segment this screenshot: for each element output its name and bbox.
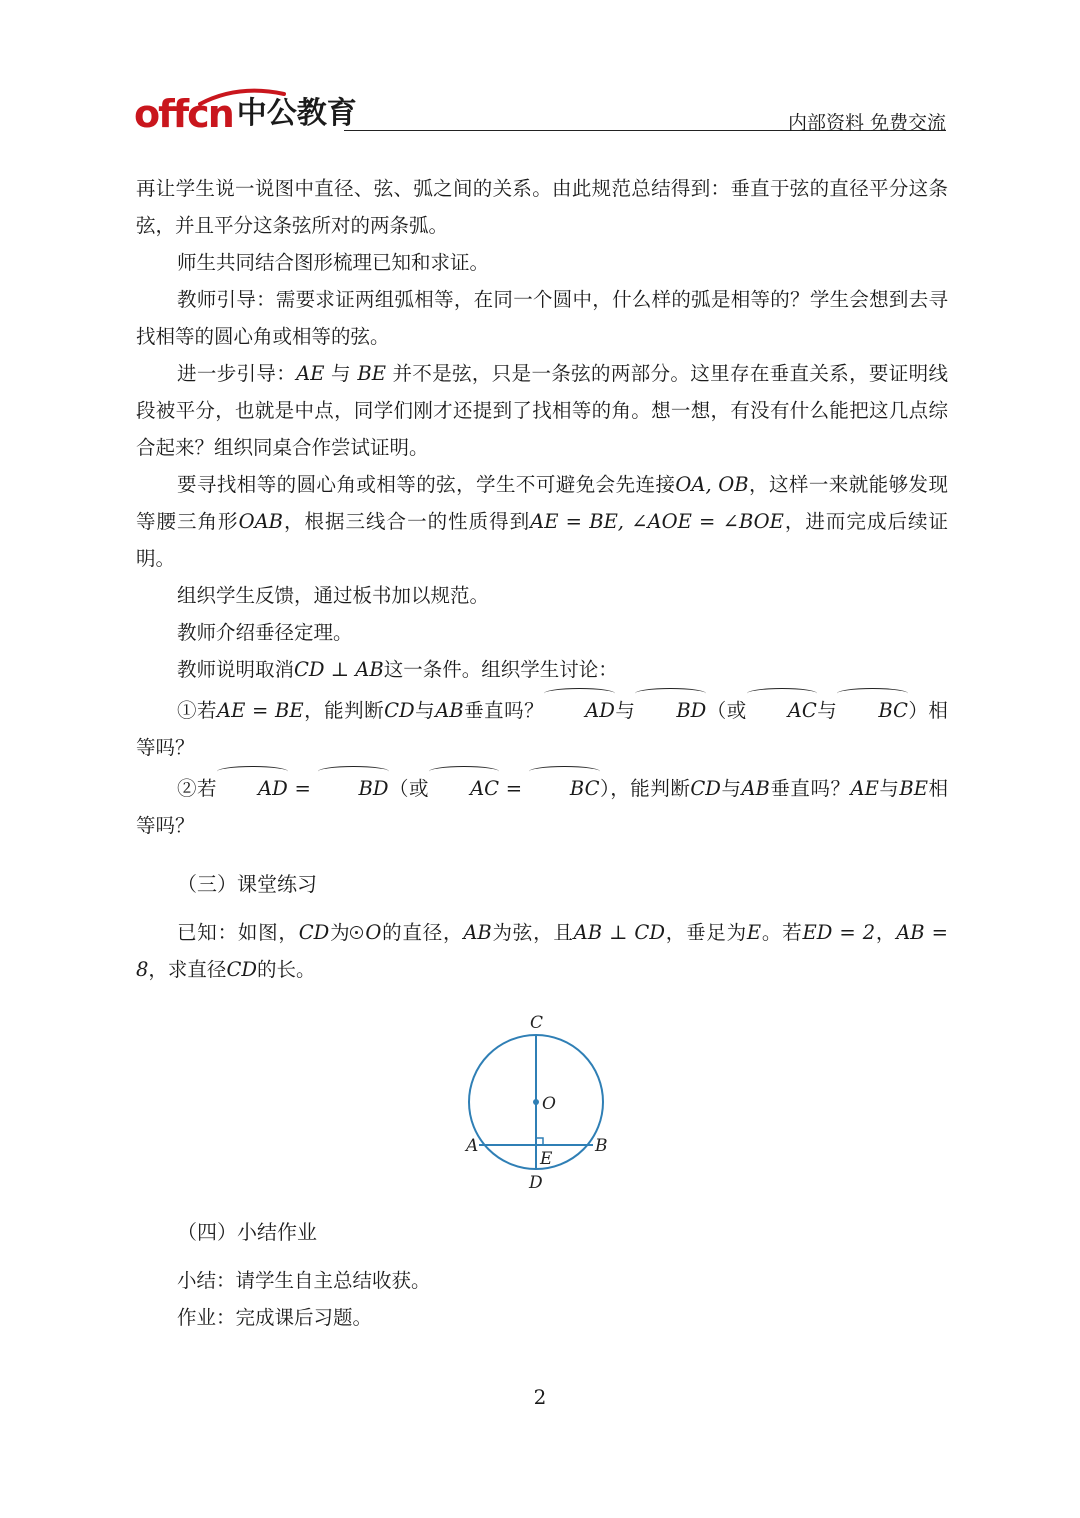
- math-run: E: [746, 921, 762, 944]
- text-run: ，: [875, 921, 897, 944]
- text-run: 已知：如图，: [177, 921, 299, 944]
- text-run: 教师说明取消: [177, 658, 295, 681]
- math-cd-perp-ab: CD ⊥ AB: [294, 658, 384, 681]
- exercise-text: [136, 914, 948, 988]
- text-run: 为: [329, 921, 351, 944]
- question-1: [136, 688, 948, 766]
- text-run: ，进而完成后续证明。: [136, 510, 948, 570]
- math-run: BE: [899, 777, 928, 800]
- text-run: 要寻找相等的圆心角或相等的弦，学生不可避免会先连接: [177, 473, 676, 496]
- arc-symbol: AD: [217, 766, 288, 807]
- paragraph: 师生共同结合图形梳理已知和求证。: [177, 251, 490, 274]
- arc-symbol: BC: [529, 766, 600, 807]
- text-run: 的长。: [257, 958, 316, 981]
- paragraph: 再让学生说一说图中直径、弦、弧之间的关系。由此规范总结得到：垂直于弦的直径平分这条弦，并且平分这条弦所对的两条弧。: [136, 177, 948, 237]
- math-run: AB ⊥ CD: [573, 921, 665, 944]
- logo-chinese-text: 中公教育: [236, 96, 357, 131]
- section-heading-3: （三）课堂练习: [177, 872, 317, 896]
- text-run: 垂直吗？: [463, 699, 545, 722]
- math-run: ED = 2: [802, 921, 876, 944]
- text-run: ，这样一来就能够发现等腰三角形: [136, 473, 948, 533]
- text-run: =: [499, 777, 529, 800]
- arc-symbol: BD: [318, 766, 389, 807]
- math-run: CD: [226, 958, 257, 981]
- header-tag: 内部资料 免费交流: [787, 112, 946, 134]
- summary-line: 小结：请学生自主总结收获。: [177, 1269, 431, 1292]
- text-run: （或: [388, 777, 430, 800]
- label-e: E: [540, 1149, 553, 1169]
- arc-symbol: BC: [837, 688, 908, 729]
- text-run: =: [287, 777, 318, 800]
- text-run: ①若: [177, 699, 217, 722]
- text-run: 与: [878, 777, 900, 800]
- text-run: （或: [706, 699, 747, 722]
- label-a: A: [466, 1136, 479, 1156]
- circle-diagram: [136, 1002, 948, 1192]
- text-run: ，垂足为: [664, 921, 747, 944]
- math-be: BE: [357, 362, 386, 385]
- text-run: 进一步引导：: [177, 362, 297, 385]
- text-run: 与: [720, 777, 742, 800]
- math-run: AB: [741, 777, 770, 800]
- text-run: ②若: [177, 777, 218, 800]
- paragraph: 教师引导：需要求证两组弧相等，在同一个圆中，什么样的弧是相等的？学生会想到去寻找相等的圆心角或相等的弦。: [136, 288, 948, 348]
- math-run: CD: [384, 699, 415, 722]
- arc-symbol: AC: [429, 766, 499, 807]
- text-run: 与: [324, 362, 358, 385]
- text-run: 垂直吗？: [769, 777, 851, 800]
- geometry-figure: [136, 1002, 948, 1192]
- text-run: 并不是弦，只是一条弦的两部分。这里存在垂直关系，要证明线段被平分，也就是中点，同学们刚才还提到了找相等的角。想一想，有没有什么能把这几点综合起来？组织同桌合作尝试证明。: [136, 362, 948, 459]
- math-run: O: [365, 921, 382, 944]
- arc-symbol: BD: [635, 688, 706, 729]
- homework-line: 作业：完成课后习题。: [177, 1306, 373, 1329]
- label-d: D: [529, 1173, 543, 1192]
- text-run: 。若: [761, 921, 803, 944]
- text-run: 为弦，且: [491, 921, 574, 944]
- circle-dot-icon: [350, 926, 363, 939]
- text-run: 与: [816, 699, 838, 722]
- paragraph: [136, 355, 948, 466]
- math-run: AE = BE: [217, 699, 304, 722]
- math-run: AB: [463, 921, 492, 944]
- label-b: B: [595, 1136, 608, 1156]
- text-run: ）相等吗？: [136, 699, 948, 759]
- paragraph: [136, 466, 948, 577]
- text-run: 的直径，: [381, 921, 464, 944]
- math-run: AB = 8: [136, 921, 948, 981]
- math-run: CD: [690, 777, 721, 800]
- center-point: [533, 1099, 539, 1105]
- logo-latin-text: offcn: [134, 92, 233, 136]
- page-header: [134, 86, 946, 136]
- document-body: [136, 170, 948, 1336]
- text-run: ），能判断: [599, 777, 691, 800]
- math-ae: AE: [296, 362, 325, 385]
- label-c: C: [530, 1013, 544, 1033]
- question-2: [136, 766, 948, 844]
- math-oab: OAB: [238, 510, 283, 533]
- paragraph: 组织学生反馈，通过板书加以规范。: [177, 584, 490, 607]
- section-heading-4: （四）小结作业: [177, 1220, 317, 1244]
- text-run: 这一条件。组织学生讨论：: [383, 658, 618, 681]
- logo-swoosh-icon: [198, 88, 288, 106]
- text-run: 相等吗？: [136, 777, 948, 837]
- text-run: 与: [614, 699, 636, 722]
- label-o: O: [542, 1094, 556, 1114]
- text-run: ，能判断: [303, 699, 385, 722]
- math-oa-ob: OA, OB: [675, 473, 749, 496]
- text-run: ，求直径: [148, 958, 227, 981]
- arc-symbol: AC: [747, 688, 817, 729]
- math-run: AE: [850, 777, 879, 800]
- page-number: 2: [533, 1385, 547, 1409]
- math-run: CD: [298, 921, 330, 944]
- text-run: ，根据三线合一的性质得到: [282, 510, 531, 533]
- paragraph: [136, 651, 948, 688]
- text-run: 与: [414, 699, 436, 722]
- paragraph: 教师介绍垂径定理。: [177, 621, 353, 644]
- math-equalities: AE = BE, ∠AOE = ∠BOE: [530, 510, 784, 533]
- arc-symbol: AD: [544, 688, 615, 729]
- right-angle-mark: [536, 1138, 543, 1145]
- math-run: AB: [435, 699, 464, 722]
